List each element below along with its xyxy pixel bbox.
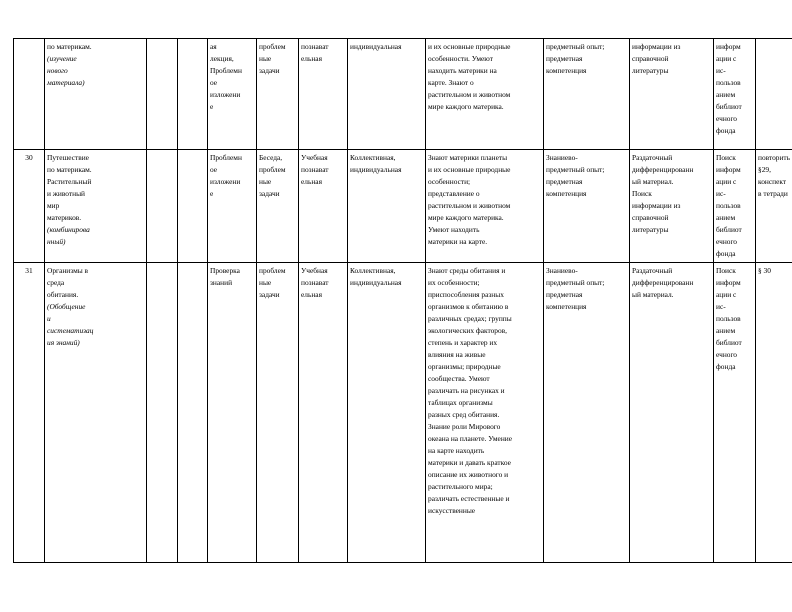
method-cell: проблем ные задачи — [257, 39, 299, 150]
lesson-number-cell: 30 — [14, 150, 45, 263]
table-row — [14, 39, 792, 150]
resources-cell: Раздаточный дифференцированн ый материал. — [630, 263, 714, 563]
lesson-form-cell: ая лекция, Проблемн ое изложени е — [208, 39, 257, 150]
lesson-topic-cell — [45, 150, 147, 263]
lesson-number-cell — [14, 39, 45, 150]
resources-cell: информации из справочной литературы — [630, 39, 714, 150]
control-cell: информ ации с ис- пользов анием библиот ечного фонда — [714, 39, 756, 150]
lesson-topic: по материкам. — [47, 42, 92, 51]
lesson-topic: Организмы в среда обитания. — [47, 266, 89, 299]
lesson-plan-table — [13, 38, 792, 563]
lesson-topic-cell — [45, 263, 147, 563]
activity-cell: познават ельная — [299, 39, 348, 150]
resources-cell: Раздаточный дифференцированн ый материал. Поиск информации из справочной литературы — [630, 150, 714, 263]
method-cell: Беседа, проблем ные задачи — [257, 150, 299, 263]
competence-cell: предметный опыт; предметная компетенция — [544, 39, 630, 150]
lesson-topic: Путешествие по материкам. Растительный и животный мир материков. — [47, 153, 92, 222]
homework-cell — [756, 39, 792, 150]
method-cell: проблем ные задачи — [257, 263, 299, 563]
lesson-number-cell: 31 — [14, 263, 45, 563]
work-form-cell: Коллективная, индивидуальная — [348, 263, 426, 563]
activity-cell: Учебная познават ельная — [299, 150, 348, 263]
activity-cell: Учебная познават ельная — [299, 263, 348, 563]
results-cell: и их основные природные особенности. Умеют находить материки на карте. Знают о растительном и животном мире каждого материка. — [426, 39, 544, 150]
date-plan-cell — [147, 39, 178, 150]
results-cell: Знают среды обитания и их особенности; приспособления разных организмов к обитанию в различных средах; группы экологических факторов, степень и характер их влияния на живые организмы; природные сообщества. Умеют различать на рисунках и таблицах организмы разных сред обитания. Знание роли Мирового океана на планете. Умение на карте находить материки и давать краткое описание их животного и растительного мира; различать естественные и искусственные — [426, 263, 544, 563]
lesson-type: (Обобщение и систематизац ия знаний) — [47, 301, 94, 347]
work-form-cell: индивидуальная — [348, 39, 426, 150]
table-row — [14, 150, 792, 263]
date-fact-cell — [178, 150, 208, 263]
lesson-type: (комбинирова нный) — [47, 224, 90, 246]
competence-cell: Знаниево- предметный опыт; предметная компетенция — [544, 150, 630, 263]
competence-cell: Знаниево- предметный опыт; предметная компетенция — [544, 263, 630, 563]
table-row — [14, 263, 792, 563]
date-fact-cell — [178, 39, 208, 150]
lesson-type: (изучение нового материала) — [47, 53, 85, 87]
date-plan-cell — [147, 263, 178, 563]
homework-cell: повторить §29, конспект в тетради — [756, 150, 792, 263]
homework-cell: § 30 — [756, 263, 792, 563]
control-cell: Поиск информ ации с ис- пользов анием библиот ечного фонда — [714, 263, 756, 563]
date-fact-cell — [178, 263, 208, 563]
lesson-form-cell: Проблемн ое изложени е — [208, 150, 257, 263]
work-form-cell: Коллективная, индивидуальная — [348, 150, 426, 263]
date-plan-cell — [147, 150, 178, 263]
results-cell: Знают материки планеты и их основные природные особенности; представление о растительном и животном мире каждого материка. Умеют находить материки на карте. — [426, 150, 544, 263]
control-cell: Поиск информ ации с ис- пользов анием библиот ечного фонда — [714, 150, 756, 263]
lesson-topic-cell — [45, 39, 147, 150]
lesson-form-cell: Проверка знаний — [208, 263, 257, 563]
